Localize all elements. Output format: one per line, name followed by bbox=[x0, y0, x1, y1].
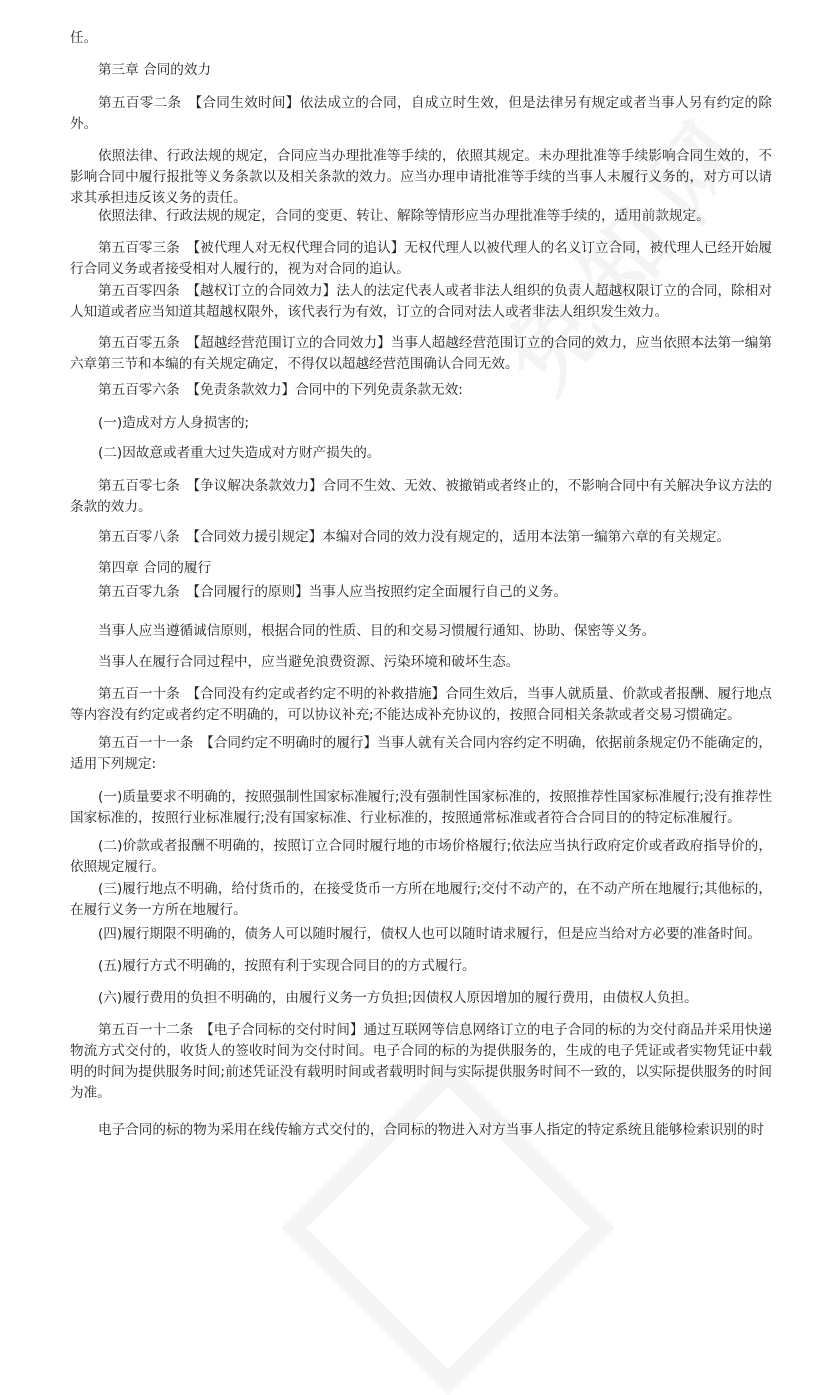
article-paragraph: 第五百零二条 【合同生效时间】依法成立的合同，自成立时生效，但是法律另有规定或者当事人另有约定的除外。 bbox=[70, 95, 772, 132]
paragraph: 任。 bbox=[70, 30, 98, 46]
article-paragraph: 第五百零八条 【合同效力援引规定】本编对合同的效力没有规定的，适用本法第一编第六章的有关规定。 bbox=[98, 529, 731, 545]
list-item: (二)价款或者报酬不明确的，按照订立合同时履行地的市场价格履行;依法应当执行政府定价或者政府指导价的，依照规定履行。 bbox=[70, 838, 772, 875]
list-item: (四)履行期限不明确的，债务人可以随时履行，债权人也可以随时请求履行，但是应当给对方必要的准备时间。 bbox=[98, 926, 762, 942]
list-item: (一)质量要求不明确的，按照强制性国家标准履行;没有强制性国家标准的，按照推荐性国家标准履行;没有推荐性国家标准的，按照行业标准履行;没有国家标准、行业标准的，按照通常标准或者符合合同目的的特定标准履行。 bbox=[70, 789, 772, 826]
chapter-heading: 第四章 合同的履行 bbox=[98, 560, 212, 576]
article-paragraph: 第五百零五条 【超越经营范围订立的合同效力】当事人超越经营范围订立的合同的效力，应当依照本法第一编第六章第三节和本编的有关规定确定，不得仅以超越经营范围确认合同无效。 bbox=[70, 335, 772, 372]
article-paragraph: 第五百零四条 【越权订立的合同效力】法人的法定代表人或者非法人组织的负责人超越权限订立的合同，除相对人知道或者应当知道其超越权限外，该代表行为有效，订立的合同对法人或者非法人组织发生效力。 bbox=[70, 283, 772, 320]
list-item: (一)造成对方人身损害的; bbox=[98, 415, 250, 431]
article-paragraph: 第五百零三条 【被代理人对无权代理合同的追认】无权代理人以被代理人的名义订立合同，被代理人已经开始履行合同义务或者接受相对人履行的，视为对合同的追认。 bbox=[70, 240, 772, 277]
list-item: (二)因故意或者重大过失造成对方财产损失的。 bbox=[98, 445, 381, 461]
paragraph: 依照法律、行政法规的规定，合同的变更、转让、解除等情形应当办理批准等手续的，适用前款规定。 bbox=[98, 208, 710, 224]
article-paragraph: 第五百零六条 【免责条款效力】合同中的下列免责条款无效: bbox=[98, 382, 463, 398]
paragraph: 依照法律、行政法规的规定，合同应当办理批准等手续的，依照其规定。未办理批准等手续影响合同生效的，不影响合同中履行报批等义务条款以及相关条款的效力。应当办理申请批准等手续的当事人未履行义务的，对方可以请求其承担违反该义务的责任。 bbox=[70, 148, 772, 206]
article-paragraph: 第五百一十条 【合同没有约定或者约定不明的补救措施】合同生效后，当事人就质量、价款或者报酬、履行地点等内容没有约定或者约定不明确的，可以协议补充;不能达成补充协议的，按照合同相关条款或者交易习惯确定。 bbox=[70, 686, 772, 723]
article-paragraph: 第五百零七条 【争议解决条款效力】合同不生效、无效、被撤销或者终止的，不影响合同中有关解决争议方法的条款的效力。 bbox=[70, 478, 772, 515]
chapter-heading: 第三章 合同的效力 bbox=[98, 62, 212, 78]
article-paragraph: 第五百零九条 【合同履行的原则】当事人应当按照约定全面履行自己的义务。 bbox=[98, 584, 567, 600]
paragraph: 当事人应当遵循诚信原则，根据合同的性质、目的和交易习惯履行通知、协助、保密等义务。 bbox=[98, 623, 656, 639]
list-item: (六)履行费用的负担不明确的，由履行义务一方负担;因债权人原因增加的履行费用，由债权人负担。 bbox=[98, 990, 698, 1006]
article-paragraph: 第五百一十一条 【合同约定不明确时的履行】当事人就有关合同内容约定不明确，依据前条规定仍不能确定的，适用下列规定: bbox=[70, 735, 772, 772]
list-item: (三)履行地点不明确，给付货币的，在接受货币一方所在地履行;交付不动产的，在不动产所在地履行;其他标的，在履行义务一方所在地履行。 bbox=[70, 881, 772, 918]
article-paragraph: 第五百一十二条 【电子合同标的交付时间】通过互联网等信息网络订立的电子合同的标的为交付商品并采用快递物流方式交付的，收货人的签收时间为交付时间。电子合同的标的为提供服务的，生成的电子凭证或者实物凭证中载明的时间为提供服务时间;前述凭证没有载明时间或者载明时间与实际提供服务时间不一致的，以实际提供服务的时间为准。 bbox=[70, 1022, 772, 1101]
watermark-logo bbox=[281, 1061, 615, 1395]
paragraph: 电子合同的标的物为采用在线传输方式交付的，合同标的物进入对方当事人指定的特定系统且能够检索识别的时 bbox=[98, 1122, 765, 1138]
list-item: (五)履行方式不明确的，按照有利于实现合同目的的方式履行。 bbox=[98, 958, 476, 974]
paragraph: 当事人在履行合同过程中，应当避免浪费资源、污染环境和破坏生态。 bbox=[98, 654, 520, 670]
